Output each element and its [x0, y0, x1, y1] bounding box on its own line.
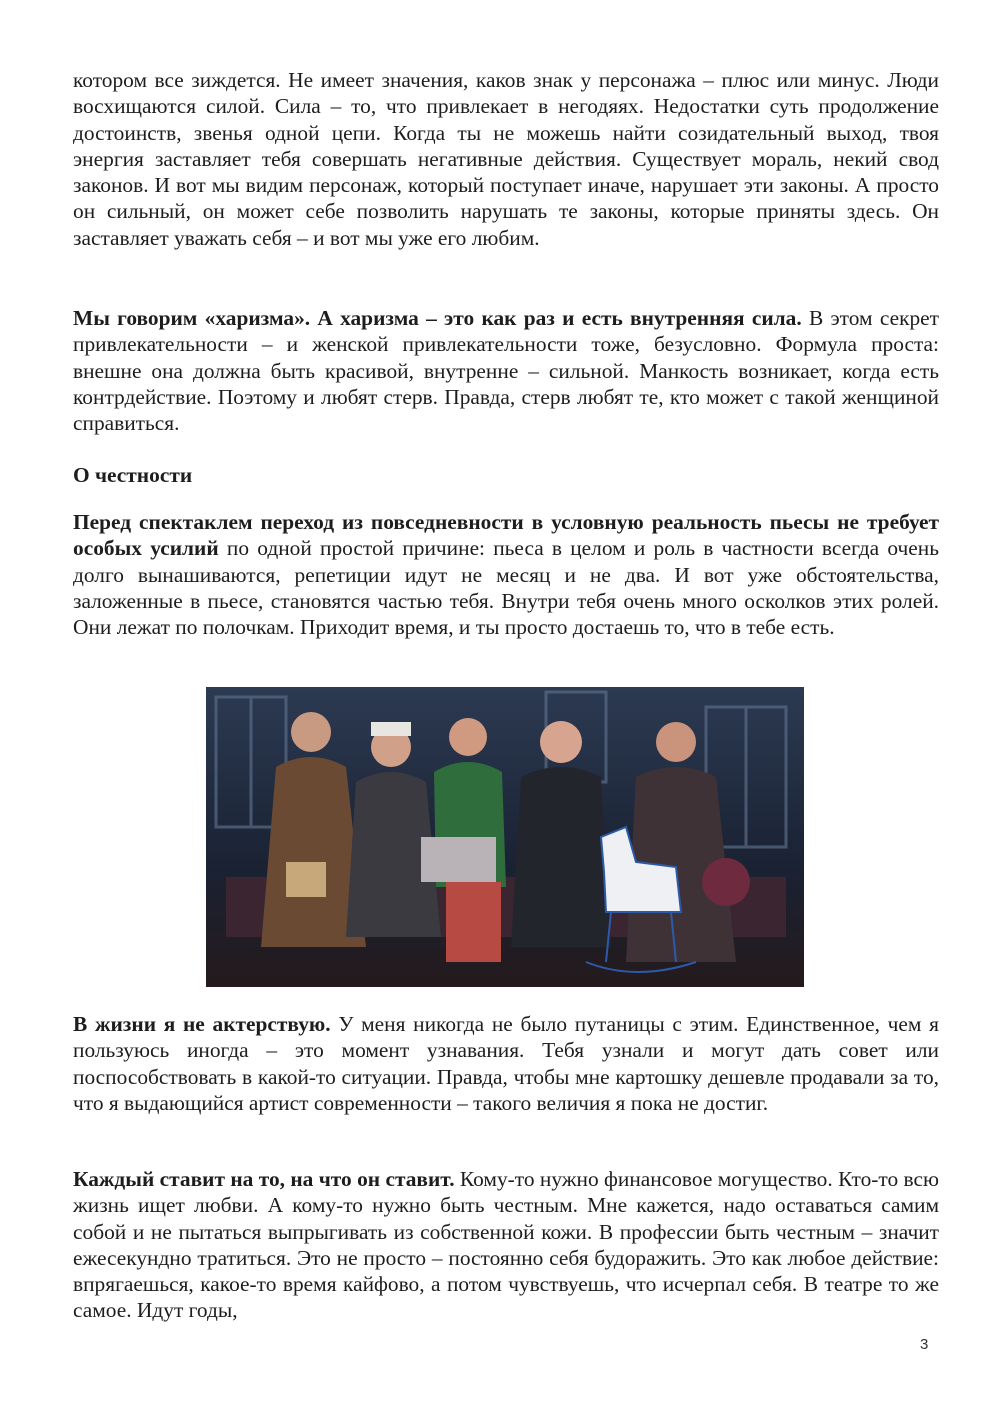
section-heading: О честности	[73, 463, 193, 487]
page-number: 3	[920, 1336, 929, 1353]
paragraph-5-lead: Каждый ставит на то, на что он ставит.	[73, 1167, 455, 1191]
paragraph-3	[73, 509, 939, 640]
paragraph-5-text: Кому-то нужно финансовое могущество. Кто-то всю жизнь ищет любви. А кому-то нужно быть честным. Мне кажется, надо оставаться самим собой и не пытаться выпрыгивать из собственной кожи. В профессии быть честным – значит ежесекундно тратиться. Это не просто – постоянно себя будоражить. Это как любое действие: впрягаешься, какое-то время кайфово, а потом чувствуешь, что исчерпал себя. В театре то же самое. Идут годы,	[73, 1167, 939, 1323]
paragraph-4-lead: В жизни я не актерствую.	[73, 1012, 331, 1036]
paragraph-2-text: В этом секрет привлекательности – и женской привлекательности тоже, безусловно. Формула проста: внешне она должна быть красивой, внутренне – сильной. Манкость возникает, когда есть контрдействие. Поэтому и любят стерв. Правда, стерв любят те, кто может с такой женщиной справиться.	[73, 306, 940, 436]
theatre-photo	[206, 687, 804, 987]
paragraph-3-text: по одной простой причине: пьеса в целом и роль в частности всегда очень долго вынашиваются, репетиции идут не месяц и не два. И вот уже обстоятельства, заложенные в пьесе, становятся частью тебя. Внутри тебя очень много осколков этих ролей. Они лежат по полочкам. Приходит время, и ты просто достаешь то, что в тебе есть.	[73, 536, 939, 640]
theatre-photo-illustration	[206, 687, 804, 987]
paragraph-1	[73, 67, 939, 251]
paragraph-2	[73, 305, 939, 436]
paragraph-3-lead: Перед спектаклем переход из повседневности в условную реальность пьесы не требует особых усилий	[73, 510, 939, 561]
paragraph-4	[73, 1011, 939, 1116]
paragraph-4-text: У меня никогда не было путаницы с этим. Единственное, чем я пользуюсь иногда – это момент узнавания. Тебя узнали и могут дать совет или поспособствовать в какой-то ситуации. Правда, чтобы мне картошку дешевле продавали за то, что я выдающийся артист современности – такого величия я пока не достиг.	[73, 1012, 939, 1115]
paragraph-5	[73, 1166, 939, 1324]
paragraph-2-lead: Мы говорим «харизма». А харизма – это как раз и есть внутренняя сила.	[73, 306, 802, 330]
paragraph-1-text: котором все зиждется. Не имеет значения, каков знак у персонажа – плюс или минус. Люди восхищаются силой. Сила – то, что привлекает в негодяях. Недостатки суть продолжение достоинств, звенья одной цепи. Когда ты не можешь найти созидательный выход, твоя энергия заставляет тебя совершать негативные действия. Существует мораль, некий свод законов. И вот мы видим персонаж, который поступает иначе, нарушает эти законы. А просто он сильный, он может себе позволить нарушать те законы, которые приняты здесь. Он заставляет уважать себя – и вот мы уже его любим.	[73, 68, 939, 250]
